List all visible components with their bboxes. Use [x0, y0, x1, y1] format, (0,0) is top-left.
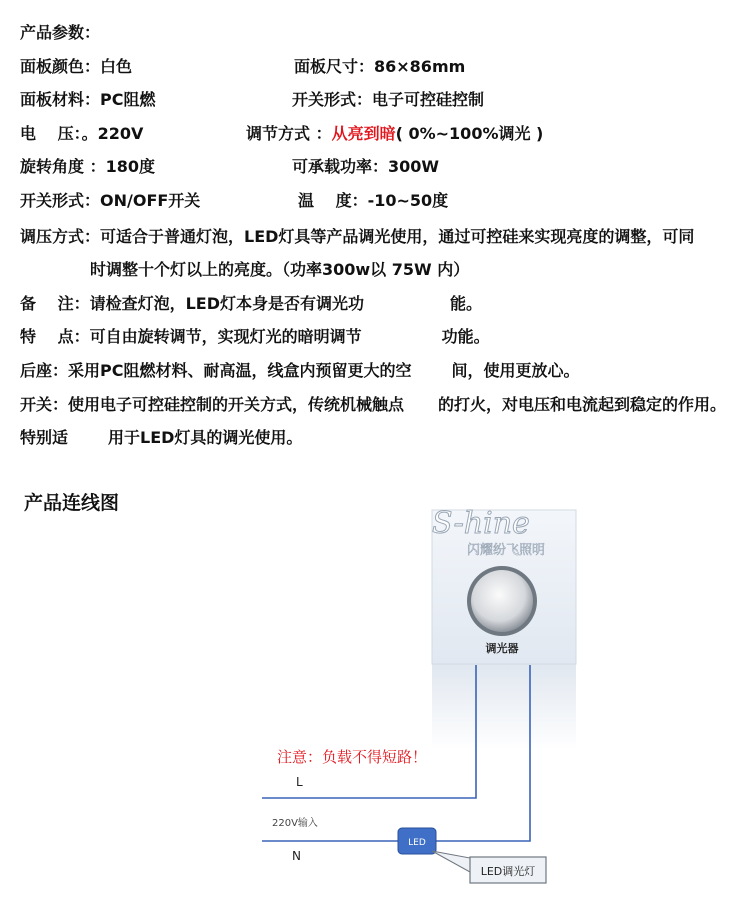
spec-row-material	[20, 85, 735, 119]
para-text: 特 点：可自由旋转调节，实现灯光的暗明调节	[20, 327, 362, 347]
spec-voltage: 电 压：。220V	[20, 123, 144, 143]
spec-panel-color: 面板颜色：白色	[20, 56, 133, 76]
spec-adjust-highlight: 从亮到暗	[331, 123, 396, 143]
dimmer-knob[interactable]	[471, 570, 533, 632]
led-box-label: LED	[408, 838, 426, 848]
label-l: L	[296, 775, 303, 789]
wiring-diagram	[0, 480, 750, 902]
spec-switch-type: 开关形式：电子可控硅控制	[292, 90, 485, 110]
spec-power: 可承载功率：300W	[292, 157, 440, 177]
spec-rotation-angle: 旋转角度 ：180度	[20, 157, 155, 177]
para-text: 开关：使用电子可控硅控制的开关方式，传统机械触点	[20, 394, 405, 414]
spec-adjust-mode	[246, 119, 543, 149]
para-text: 的打火，对电压和电流起到稳定的作用。特别适	[20, 394, 727, 448]
spec-row-angle	[20, 152, 735, 186]
para-text: 时调整十个灯以上的亮度。（功率300w以 75W 内）	[90, 260, 470, 280]
spec-panel-material: 面板材料：PC阻燃	[20, 90, 156, 110]
label-n: N	[292, 849, 301, 863]
dimmer-back-box	[432, 660, 576, 750]
lamp-label: LED调光灯	[480, 865, 536, 878]
para-text: 备 注：请检查灯泡，LED灯本身是否有调光功	[20, 293, 364, 313]
dimmer-label: 调光器	[485, 642, 519, 655]
para-text: 能。	[449, 293, 482, 313]
para-text: 功能。	[441, 327, 490, 347]
product-specs	[20, 18, 735, 455]
spec-adjust-prefix: 调节方式 ：	[246, 123, 332, 143]
label-input: 220V输入	[272, 818, 318, 829]
warning-text: 注意：负载不得短路！	[277, 748, 428, 766]
para-text: 间，使用更放心。	[451, 360, 580, 380]
spec-row-color	[20, 52, 735, 86]
spec-base	[20, 354, 735, 388]
spec-feature	[20, 320, 735, 354]
specs-header	[20, 18, 735, 52]
spec-row-switch	[20, 186, 735, 220]
spec-row-voltage	[20, 119, 735, 153]
para-text: 后座：采用PC阻燃材料、耐高温，线盒内预留更大的空	[20, 360, 412, 380]
para-text: 用于LED灯具的调光使用。	[108, 428, 303, 448]
spec-temperature: 温 度：-10~50度	[298, 190, 449, 210]
para-text: 调压方式：可适合于普通灯泡，LED灯具等产品调光使用，通过可控硅来实现亮度的调整，可同	[20, 226, 695, 246]
callout-pointer	[432, 851, 470, 872]
spec-note	[20, 287, 735, 321]
watermark-subtitle: 闪耀纷飞照明	[467, 543, 546, 558]
spec-panel-size: 面板尺寸：86×86mm	[294, 56, 466, 76]
spec-switch-form: 开关形式：ON/OFF开关	[20, 190, 201, 210]
spec-switch	[20, 388, 735, 455]
spec-dimming-mode	[20, 220, 735, 287]
spec-adjust-suffix: ( 0%~100%调光 )	[395, 123, 544, 143]
diagram-title: 产品连线图	[24, 492, 120, 514]
specs-header-text: 产品参数：	[20, 23, 101, 42]
watermark-logo: S-hine	[432, 506, 530, 541]
